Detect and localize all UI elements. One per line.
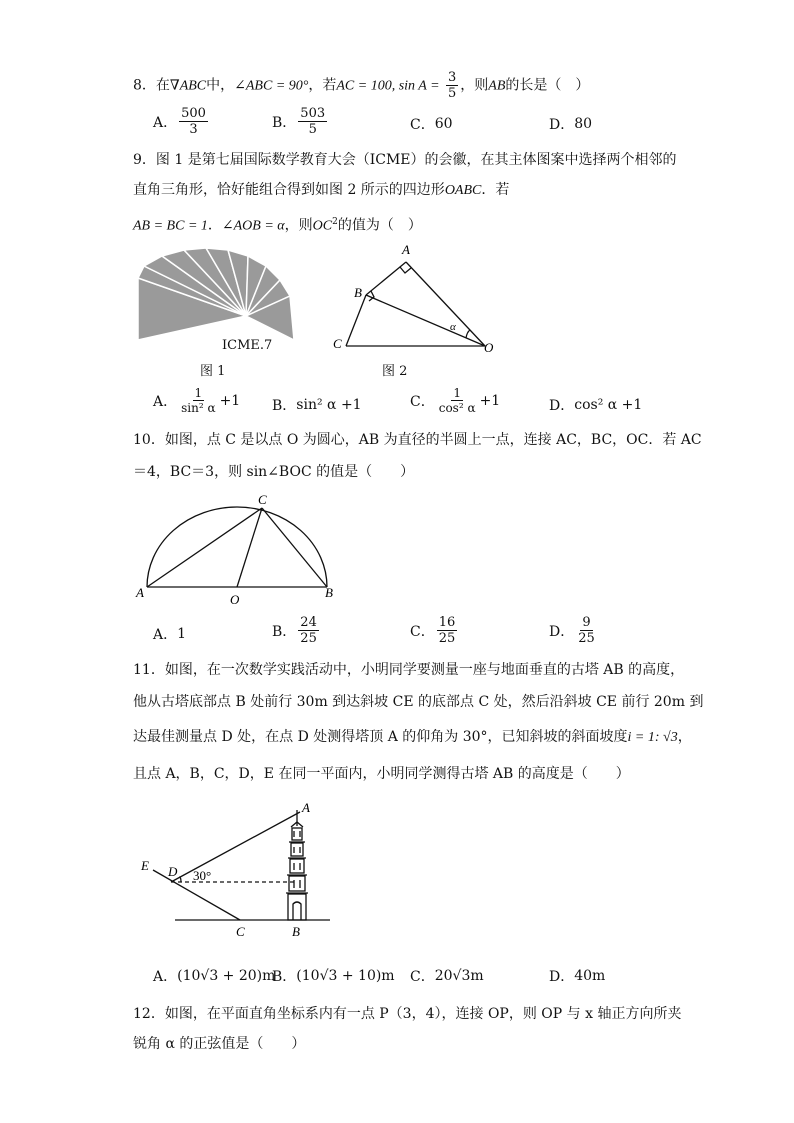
frac-num: 500 xyxy=(181,106,206,121)
q8-option-b[interactable] xyxy=(272,106,329,137)
q8-frac-den: 5 xyxy=(447,86,457,101)
option-label: D． xyxy=(549,969,575,985)
option-text: (10√3 + 10)m xyxy=(296,968,395,984)
q8-frac-num: 3 xyxy=(447,70,457,85)
q11-line-3 xyxy=(133,727,692,748)
q9-option-a[interactable] xyxy=(153,386,240,415)
angle-alpha-arc xyxy=(466,330,470,338)
q9-oc: OC xyxy=(312,218,333,234)
frac-den: 5 xyxy=(308,122,317,137)
segment-bo xyxy=(366,295,485,346)
q11-text: 达最佳测量点 D 处，在点 D 处测得塔顶 A 的仰角为 30°，已知斜坡的斜面坡度 xyxy=(133,729,628,745)
q10-option-c[interactable] xyxy=(410,615,459,646)
pagoda-door xyxy=(293,902,301,920)
label-a: A xyxy=(136,585,144,600)
option-label: A． xyxy=(153,393,178,410)
q9-text: 直角三角形，恰好能组合得到如图 2 所示的四边形 xyxy=(133,182,445,198)
frac-num: 24 xyxy=(300,615,317,630)
option-text: sin² α +1 xyxy=(296,397,362,413)
option-label: A． xyxy=(153,969,178,985)
q8-text: 的长是（ ） xyxy=(505,77,590,94)
option-label: D． xyxy=(549,623,575,640)
frac-den: 25 xyxy=(438,631,456,646)
semicircle-figure xyxy=(132,492,342,607)
q11-text: ， xyxy=(677,729,692,745)
label-a: A xyxy=(402,242,410,257)
pagoda-tier xyxy=(290,859,304,873)
q9-option-d[interactable] xyxy=(549,395,642,415)
q11-slope: i = 1: √3 xyxy=(627,730,678,745)
q9-line-3 xyxy=(133,212,422,237)
option-fraction xyxy=(576,615,597,646)
q9-text: ，则 xyxy=(284,217,313,234)
option-text: 40m xyxy=(574,968,606,984)
frac-num: 16 xyxy=(438,615,456,630)
pagoda xyxy=(286,810,308,920)
option-fraction xyxy=(179,106,208,137)
q9-option-b[interactable] xyxy=(272,395,362,415)
q8-ab: AB xyxy=(488,78,506,94)
q8-text: ，若 xyxy=(308,77,337,94)
option-label: B． xyxy=(272,114,297,131)
q9-text: 的值为（ ） xyxy=(337,217,422,234)
segment-ac xyxy=(147,508,262,587)
option-fraction xyxy=(298,106,327,137)
frac-num: 9 xyxy=(582,615,591,630)
q8-condition-angle: ∠ABC = 90° xyxy=(234,78,309,94)
option-label: D． xyxy=(549,117,575,133)
frac-den: cos² α xyxy=(438,401,476,415)
option-label: C． xyxy=(410,969,435,985)
segment-bc xyxy=(262,508,327,587)
frac-den: 3 xyxy=(189,122,198,137)
label-o: O xyxy=(230,592,240,607)
option-label: B． xyxy=(272,623,297,640)
pagoda-tier xyxy=(289,876,305,891)
option-text: (10√3 + 20)m xyxy=(177,968,276,984)
label-alpha: α xyxy=(450,321,456,333)
frac-num: 503 xyxy=(300,106,326,121)
logo-caption: ICME.7 xyxy=(222,338,273,353)
option-label: B． xyxy=(272,398,297,414)
figure-1-caption: 图 1 xyxy=(200,364,226,379)
q8-condition-sin: AC = 100, sin A = xyxy=(336,78,440,94)
label-b: B xyxy=(354,285,362,300)
q11-option-b[interactable] xyxy=(272,966,395,986)
q8-text: 8．在 xyxy=(133,77,170,94)
option-text: 20√3m xyxy=(434,968,484,984)
q9-cond: AB = BC = 1 xyxy=(133,218,208,234)
q12-line-2: 锐角 α 的正弦值是（ ） xyxy=(133,1036,306,1052)
sightline-da xyxy=(171,812,300,882)
q8-option-d[interactable] xyxy=(549,114,592,134)
label-d: D xyxy=(168,864,178,879)
option-label: A． xyxy=(153,114,178,131)
frac-den: 25 xyxy=(578,631,595,646)
option-label: C． xyxy=(410,623,435,640)
option-fraction xyxy=(298,615,319,646)
q8-option-a[interactable] xyxy=(153,106,210,137)
q10-line-2: ＝4，BC＝3，则 sin∠BOC 的值是（ ） xyxy=(133,464,415,480)
right-angle-a xyxy=(400,267,411,273)
q9-text: ． xyxy=(207,217,222,234)
label-c: C xyxy=(258,492,267,507)
frac-num: 1 xyxy=(453,386,461,400)
option-label: B． xyxy=(272,969,297,985)
q9-exponent: 2 xyxy=(332,217,338,227)
frac-num: 1 xyxy=(194,386,203,400)
q9-text: ．若 xyxy=(481,182,510,198)
q11-line-1: 11．如图，在一次数学实践活动中，小明同学要测量一座与地面垂直的古塔 AB 的高度， xyxy=(133,662,685,678)
segment-ba xyxy=(366,262,406,295)
icme-logo xyxy=(136,248,296,343)
q8-text: ，则 xyxy=(460,77,489,94)
label-c: C xyxy=(333,336,342,351)
frac-den: sin² α xyxy=(181,401,216,415)
q11-line-2: 他从古塔底部点 B 处前行 30m 到达斜坡 CE 的底部点 C 处，然后沿斜坡 CE 前行 20m 到 xyxy=(133,694,704,710)
figure-2-caption: 图 2 xyxy=(382,364,408,379)
option-fraction xyxy=(437,615,458,646)
label-e: E xyxy=(141,858,149,873)
label-a: A xyxy=(302,800,310,815)
q8-option-c[interactable] xyxy=(410,114,453,134)
q10-option-a[interactable] xyxy=(153,624,186,644)
q10-option-b[interactable] xyxy=(272,615,321,646)
q10-option-d[interactable] xyxy=(549,615,599,646)
option-label: A． xyxy=(153,627,178,643)
segment-ao xyxy=(406,262,485,346)
option-label: C． xyxy=(410,117,435,133)
option-text: 60 xyxy=(434,116,453,132)
q11-option-a[interactable] xyxy=(153,966,275,986)
q9-line-2 xyxy=(133,180,509,201)
label-b: B xyxy=(325,585,333,600)
q8-triangle: ∇ABC xyxy=(169,78,207,94)
q8-stem xyxy=(133,70,589,101)
q9-angle: ∠AOB = α xyxy=(221,218,285,234)
option-label: C． xyxy=(410,393,435,410)
pagoda-tier xyxy=(291,843,303,856)
option-fraction xyxy=(437,386,478,415)
frac-den: 25 xyxy=(300,631,317,646)
option-label: D． xyxy=(549,398,575,414)
q9-quad: OABC xyxy=(444,183,482,198)
label-b: B xyxy=(292,924,300,939)
q12-line-1: 12．如图，在平面直角坐标系内有一点 P（3，4），连接 OP，则 OP 与 x 轴正方向所夹 xyxy=(133,1006,682,1022)
option-tail: +1 xyxy=(479,392,501,409)
segment-oc xyxy=(237,508,262,587)
option-text: 1 xyxy=(177,626,187,642)
q8-text: 中， xyxy=(206,77,235,94)
option-fraction xyxy=(179,386,217,415)
semicircle-arc xyxy=(147,507,327,587)
figure-2-quadrilateral xyxy=(330,240,500,355)
q9-option-c[interactable] xyxy=(410,386,500,415)
label-angle: 30° xyxy=(193,868,212,883)
q8-fraction xyxy=(446,70,458,101)
segment-cb xyxy=(346,295,366,346)
option-text: 80 xyxy=(574,116,593,132)
q9-line-1: 9．图 1 是第七届国际数学教育大会（ICME）的会徽，在其主体图案中选择两个相邻的 xyxy=(133,152,677,168)
label-c: C xyxy=(236,924,245,939)
label-o: O xyxy=(484,340,494,355)
option-text: cos² α +1 xyxy=(574,397,643,413)
pagoda-tier xyxy=(288,894,306,920)
q10-line-1: 10．如图，点 C 是以点 O 为圆心，AB 为直径的半圆上一点，连接 AC，BC，OC．若 AC xyxy=(133,432,702,448)
q11-option-c[interactable] xyxy=(410,966,484,986)
q11-line-4: 且点 A，B，C，D，E 在同一平面内，小明同学测得古塔 AB 的高度是（ ） xyxy=(133,766,630,782)
tower-figure xyxy=(135,800,335,942)
q11-option-d[interactable] xyxy=(549,966,605,986)
option-tail: +1 xyxy=(219,392,241,409)
